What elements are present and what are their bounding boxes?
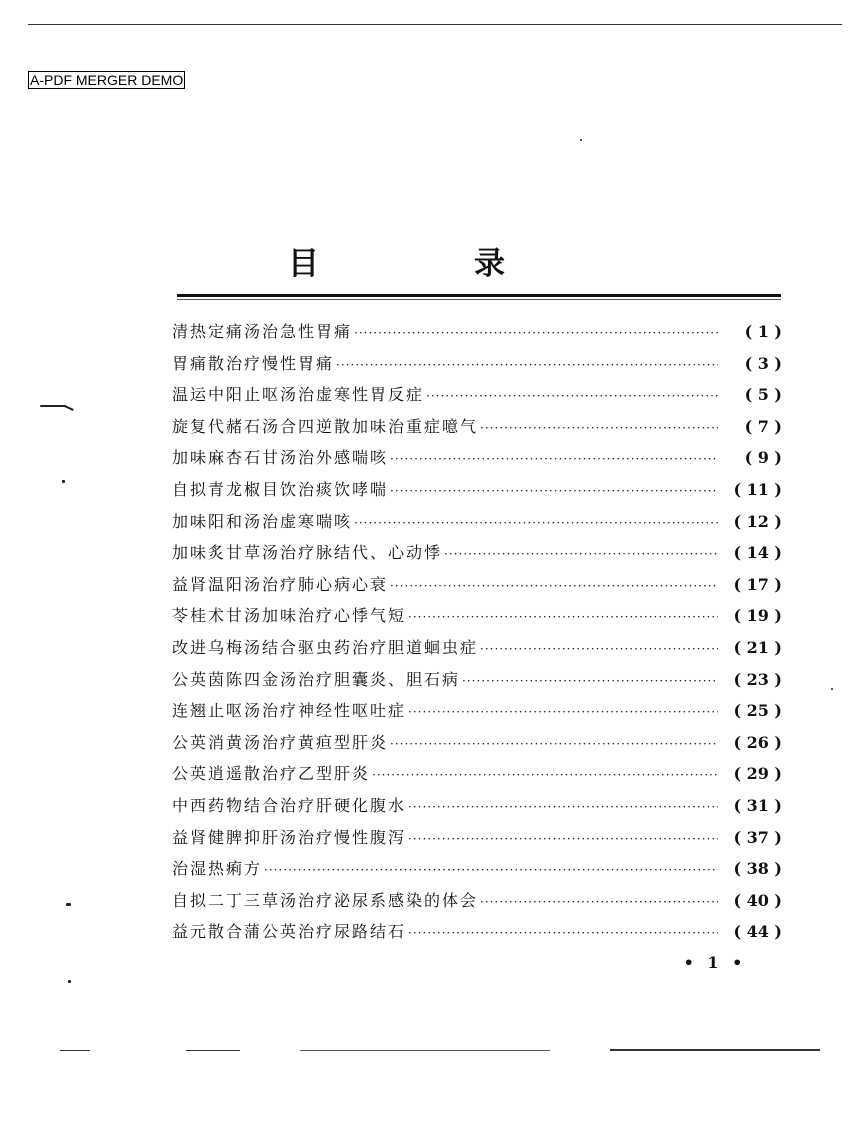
toc-entry-title: 益元散合蒲公英治疗尿路结石 — [172, 922, 407, 942]
toc-entry-title: 中西药物结合治疗肝硬化腹水 — [172, 795, 407, 815]
dot-leader — [354, 508, 718, 540]
toc-entry[interactable] — [172, 600, 782, 632]
toc-entry[interactable] — [172, 695, 782, 727]
toc-entry-page: ( 40 ) — [733, 890, 782, 910]
toc-entry[interactable] — [172, 379, 782, 411]
toc-entry-title: 益肾温阳汤治疗肺心病心衰 — [172, 574, 389, 594]
toc-entry-title: 治湿热痢方 — [172, 859, 263, 879]
toc-entry[interactable] — [172, 442, 782, 474]
dot-leader — [390, 444, 718, 476]
dot-leader — [408, 602, 718, 634]
scan-speck — [68, 980, 71, 983]
scan-speck — [580, 139, 582, 141]
dot-leader — [408, 792, 718, 824]
toc-entry-title: 自拟二丁三草汤治疗泌尿系感染的体会 — [172, 890, 479, 910]
toc-entry-title: 益肾健脾抑肝汤治疗慢性腹泻 — [172, 827, 407, 847]
top-rule — [28, 24, 842, 25]
toc-title: 目 录 — [288, 246, 567, 282]
toc-entry-title: 苓桂术甘汤加味治疗心悸气短 — [172, 606, 407, 626]
toc-entry-title: 加味阳和汤治虚寒喘咳 — [172, 511, 353, 531]
toc-entry-title: 加味麻杏石甘汤治外感喘咳 — [172, 448, 389, 468]
toc-entry-page: ( 44 ) — [733, 922, 782, 942]
toc-entry-page: ( 5 ) — [744, 385, 782, 405]
dot-leader — [264, 855, 718, 887]
toc-entry-title: 改进乌梅汤结合驱虫药治疗胆道蛔虫症 — [172, 637, 479, 657]
demo-watermark-stamp: A-PDF MERGER DEMO — [30, 72, 184, 88]
toc-entry-page: ( 38 ) — [733, 859, 782, 879]
scan-edge-line — [610, 1049, 820, 1051]
toc-entry-page: ( 3 ) — [744, 353, 782, 373]
toc-entry-page: ( 23 ) — [733, 669, 782, 689]
toc-entry[interactable] — [172, 316, 782, 348]
toc-entry-page: ( 19 ) — [733, 606, 782, 626]
toc-entry[interactable] — [172, 664, 782, 696]
toc-list — [172, 316, 782, 948]
scan-speck — [66, 903, 71, 906]
scan-speck — [831, 688, 833, 690]
toc-entry-page: ( 7 ) — [744, 416, 782, 436]
dot-leader — [462, 666, 718, 698]
toc-entry-title: 旋复代赭石汤合四逆散加味治重症噫气 — [172, 416, 479, 436]
toc-entry-page: ( 9 ) — [744, 448, 782, 468]
dot-leader — [408, 697, 718, 729]
toc-entry-page: ( 12 ) — [733, 511, 782, 531]
toc-entry-title: 自拟青龙椒目饮治痰饮哮喘 — [172, 479, 389, 499]
dot-leader — [390, 476, 718, 508]
toc-entry[interactable] — [172, 411, 782, 443]
scan-edge-line — [60, 1050, 90, 1051]
toc-entry-page: ( 21 ) — [733, 637, 782, 657]
toc-entry[interactable] — [172, 506, 782, 538]
scan-speck — [40, 405, 66, 407]
title-rule-thin — [177, 299, 781, 300]
dot-leader — [372, 760, 718, 792]
toc-entry-page: ( 26 ) — [733, 732, 782, 752]
toc-entry-page: ( 11 ) — [733, 479, 782, 499]
scan-edge-line — [186, 1050, 240, 1051]
toc-entry-page: ( 17 ) — [733, 574, 782, 594]
toc-entry-title: 连翘止呕汤治疗神经性呕吐症 — [172, 701, 407, 721]
dot-leader — [480, 413, 718, 445]
page-number: • 1 • — [683, 953, 747, 972]
toc-entry-page: ( 14 ) — [733, 543, 782, 563]
toc-entry-title: 公英茵陈四金汤治疗胆囊炎、胆石病 — [172, 669, 461, 689]
dot-leader — [408, 918, 718, 950]
toc-entry-title: 清热定痛汤治急性胃痛 — [172, 322, 353, 341]
dot-leader — [390, 571, 718, 603]
toc-entry-title: 公英逍遥散治疗乙型肝炎 — [172, 764, 371, 784]
toc-entry[interactable] — [172, 916, 782, 948]
toc-entry[interactable] — [172, 569, 782, 601]
toc-entry-page: ( 37 ) — [733, 827, 782, 847]
dot-leader — [444, 539, 718, 571]
toc-entry-title: 胃痛散治疗慢性胃痛 — [172, 353, 335, 373]
toc-entry[interactable] — [172, 790, 782, 822]
dot-leader — [480, 634, 718, 666]
dot-leader — [390, 729, 718, 761]
dot-leader — [354, 318, 718, 350]
toc-entry-page: ( 31 ) — [733, 795, 782, 815]
toc-entry[interactable] — [172, 885, 782, 917]
dot-leader — [426, 381, 718, 413]
toc-entry[interactable] — [172, 537, 782, 569]
scan-edge-line — [300, 1050, 550, 1051]
dot-leader — [408, 824, 718, 856]
scan-speck — [64, 405, 74, 411]
toc-entry-title: 加味炙甘草汤治疗脉结代、心动悸 — [172, 543, 443, 563]
toc-entry[interactable] — [172, 632, 782, 664]
toc-entry[interactable] — [172, 348, 782, 380]
toc-entry-page: ( 29 ) — [733, 764, 782, 784]
title-rule — [177, 294, 781, 297]
scan-speck — [62, 480, 65, 483]
toc-entry-title: 温运中阳止呕汤治虚寒性胃反症 — [172, 385, 425, 405]
toc-entry[interactable] — [172, 474, 782, 506]
toc-entry[interactable] — [172, 727, 782, 759]
toc-entry-page: ( 1 ) — [744, 322, 782, 341]
toc-entry-title: 公英消黄汤治疗黄疸型肝炎 — [172, 732, 389, 752]
dot-leader — [480, 887, 718, 919]
toc-entry[interactable] — [172, 853, 782, 885]
toc-entry[interactable] — [172, 822, 782, 854]
toc-entry[interactable] — [172, 758, 782, 790]
dot-leader — [336, 350, 718, 382]
toc-entry-page: ( 25 ) — [733, 701, 782, 721]
